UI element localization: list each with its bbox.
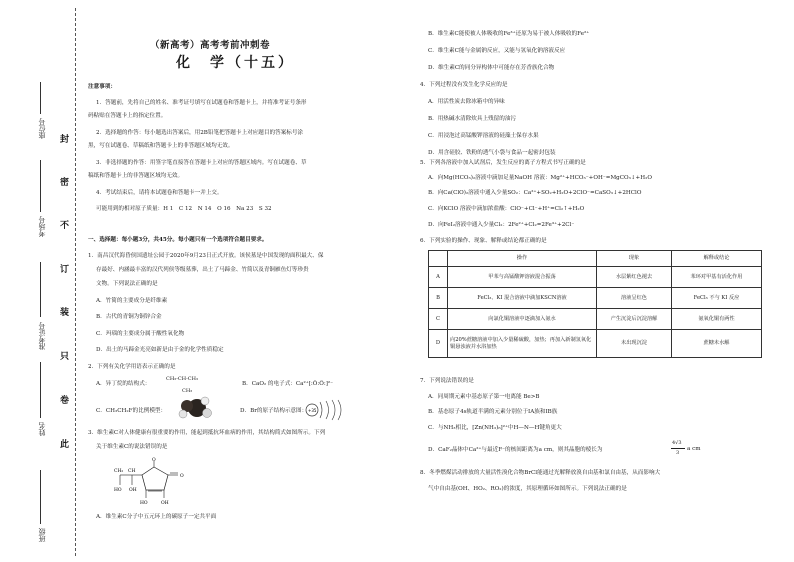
seal-char: 不	[60, 221, 70, 231]
q1-option-c: C．玛瑙的主要成分属于酸性氧化物	[96, 331, 185, 337]
table-row	[429, 309, 762, 330]
q6-header-cell: 操作	[448, 251, 597, 267]
section-heading: 一、选择题：每小题3分，共45分。每小题只有一个选项符合题目要求。	[88, 237, 268, 243]
vitamin-c-oh-label: OH	[161, 501, 169, 505]
admission-number-line	[40, 262, 41, 317]
vitamin-c-o-label: O	[180, 474, 184, 479]
q6-cell: 向20%蔗糖溶液中加入少量稀硫酸，加热；再加入新制氢氧化铜悬浊液并水浴加热	[448, 330, 597, 358]
exam-subject-title: 化 学（十五）	[176, 55, 295, 71]
q6-cell: A	[429, 267, 448, 288]
q2-option-a: A．异丁烷的结构式：	[96, 381, 151, 387]
q7-stem: 7．下列说法错误的是	[420, 378, 474, 384]
binding-dashed-line	[75, 8, 76, 556]
class-label: 班级	[39, 528, 46, 542]
notice-heading: 注意事项：	[88, 84, 116, 90]
q6-table-header-row	[429, 251, 762, 267]
q1-stem: 存最好、内涵最丰富的汉代列侯等级墓葬，出土了马蹄金、竹简以及青铜雁鱼灯等珍贵	[96, 267, 309, 273]
name-label: 姓名	[39, 422, 46, 436]
q5-option-c: C．向KClO 溶液中滴加浓盐酸：ClO⁻+Cl⁻+H⁺=Cl₂↑+H₂O	[428, 206, 585, 212]
q7-fraction-bar	[671, 448, 685, 449]
q6-cell: 苯环对甲基有活化作用	[672, 267, 762, 288]
q2-option-c: C．CH₃CH₂F的比例模型：	[96, 408, 167, 414]
notice-line: 4．考试结束后，请将本试题卷和答题卡一并上交。	[96, 190, 223, 196]
q4-option-c: C．用浸泡过高锰酸钾溶液的硅藻土保存水果	[428, 133, 539, 139]
q7-fraction-unit: a cm	[687, 446, 701, 452]
q5-option-d: D．向FeI₂溶液中通入少量Cl₂：2Fe²⁺+Cl₂=2Fe³⁺+2Cl⁻	[428, 222, 575, 228]
q5-option-b: B．向Ca(ClO)₂溶液中通入少量SO₂：Ca²⁺+SO₂+H₂O+2ClO⁻=CaSO₃↓+2HClO	[428, 190, 642, 196]
seal-char: 密	[60, 178, 70, 188]
q6-table	[428, 250, 762, 358]
q6-header-cell: 现象	[597, 251, 672, 267]
exam-series-title: （新高考）高考考前冲刺卷	[150, 40, 271, 51]
ethyl-fluoride-model-icon	[175, 395, 213, 421]
seal-char: 只	[60, 352, 70, 362]
q1-option-b: B．古代的青铜为铜锌合金	[96, 314, 162, 320]
q1-option-d: D．出土的马蹄金光亮如新是由于金的化学性质稳定	[96, 347, 224, 353]
q3-option-c: C．维生素C能与金属钠反应，又能与氢氧化钠溶液反应	[428, 48, 566, 54]
notice-line: 1．答题前，先将自己的姓名、准考证号填写在试题卷和答题卡上，并将准考证号条形	[96, 100, 307, 106]
q3-stem: 关于维生素C的说法错误的是	[96, 444, 168, 450]
atomic-mass-line: 可能用到的相对原子质量：H 1 C 12 N 14 O 16 Na 23 S 32	[96, 206, 272, 212]
q1-stem: 文物。下列说法正确的是	[96, 281, 158, 287]
q4-option-d: D．用含硅胶、铁粉的透气小袋与食品一起密封包装	[428, 150, 556, 156]
vitamin-c-ho-label: HO	[114, 488, 122, 493]
q5-stem: 5．下列各溶液中加入试剂后，发生反应的离子方程式书写正确的是	[420, 160, 586, 166]
notice-line: 3．非选择题的作答：用签字笔直接答在答题卡上对应的答题区域内。写在试题卷、草	[96, 160, 307, 166]
q6-cell: D	[429, 330, 448, 358]
vitamin-c-ho-label: HO	[140, 501, 148, 505]
q2-option-b: B．CaO₂ 的电子式：Ca²⁺[:Ö:Ö:]²⁻	[242, 381, 334, 387]
seal-char: 订	[60, 265, 70, 275]
q6-cell: FeCl₃ 不与 KI 反应	[672, 288, 762, 309]
q7-fraction-numerator: 4√3	[672, 440, 682, 446]
vitamin-c-ch-label: CH	[128, 469, 136, 474]
q2-stem: 2．下列有关化学用语表示正确的是	[88, 364, 176, 370]
q7-fraction-denominator: 3	[676, 450, 680, 456]
vitamin-c-structure-icon	[92, 455, 202, 505]
q3-option-b: B．维生素C能使被人体吸收的Fe³⁺还原为易于被人体吸收的Fe²⁺	[428, 31, 590, 37]
class-line	[40, 470, 41, 524]
q1-stem: 1．南昌汉代海昏侯国遗址公园于2020年9月23日正式开放。该侯墓是中国发现的面积最大、保	[88, 253, 324, 259]
table-row	[429, 330, 762, 358]
seal-char: 卷	[60, 396, 70, 406]
q7-option-d: D．CaF₂晶体中Ca²⁺与最近F⁻的核间距离为a cm，则其晶胞的棱长为	[428, 447, 603, 453]
vitamin-c-ch2-label: CH₂	[114, 469, 124, 474]
seal-char: 封	[60, 135, 70, 145]
seat-number-line	[40, 82, 41, 114]
q8-stem: 气中自由基(OH、HO₂、RO₂)的浓度，其原理循环如图所示。下列说法正确的是	[428, 486, 627, 492]
q6-cell: FeCl₃、KI 混合溶液中滴加KSCN溶液	[448, 288, 597, 309]
binding-margin	[0, 0, 72, 562]
vitamin-c-o-label: O	[152, 458, 156, 463]
q6-cell: B	[429, 288, 448, 309]
bromine-atom-diagram-icon	[304, 399, 346, 421]
exam-room-label: 考场号	[39, 216, 46, 237]
q4-option-a: A．用活性炭去除冰箱中的异味	[428, 99, 505, 105]
q7-option-b: B．基态原子4s轨道半满的元素分别位于IA族和IB族	[428, 409, 558, 415]
q6-cell: 未出现沉淀	[597, 330, 672, 358]
q6-stem: 6．下列实验的操作、现象、解释或结论都正确的是	[420, 238, 547, 244]
notice-line: 码粘贴在答题卡上的指定位置。	[88, 113, 167, 119]
q4-stem: 4．下列过程没有发生化学反应的是	[420, 82, 508, 88]
exam-room-line	[40, 160, 41, 212]
notice-line: 2．选择题的作答：每小题选出答案后，用2B铅笔把答题卡上对应题目的答案标号涂	[96, 130, 304, 136]
q6-cell: 氨氧化铜有两性	[672, 309, 762, 330]
q3-option-d: D．维生素C的同分异构体中可能存在芳香族化合物	[428, 65, 555, 71]
q7-option-a: A．同周期元素中基态原子第一电离能 Be>B	[428, 394, 540, 400]
q6-cell: 向氯化铜溶液中逐滴加入氨水	[448, 309, 597, 330]
seal-char: 此	[60, 440, 70, 450]
table-row	[429, 288, 762, 309]
q6-header-cell	[429, 251, 448, 267]
admission-number-label: 准考证号	[39, 322, 46, 350]
q4-option-b: B．用热碱水清除炊具上残留的油污	[428, 116, 517, 122]
q6-cell: 水层紫红色褪去	[597, 267, 672, 288]
bromine-nucleus-label: +35	[308, 408, 317, 413]
q3-option-a: A．维生素C分子中五元环上的碳原子一定共平面	[96, 514, 217, 520]
seal-char: 装	[60, 308, 70, 318]
q6-cell: 产生沉淀后沉淀溶解	[597, 309, 672, 330]
q6-cell: C	[429, 309, 448, 330]
q2-option-d: D．Br的原子结构示意图：	[240, 408, 308, 414]
q6-header-cell: 解释或结论	[672, 251, 762, 267]
notice-line: 黑，写在试题卷、草稿纸和答题卡上的非答题区域均无效。	[88, 143, 234, 149]
q6-cell: 蔗糖未水解	[672, 330, 762, 358]
q2-a-formula: CH₃-CH-CH₃	[166, 376, 198, 382]
q2-a-formula-branch: CH₃	[182, 388, 193, 394]
notice-line: 稿纸和答题卡上的非答题区域均无效。	[88, 173, 184, 179]
q7-option-c: C．与NH₃相比，[Zn(NH₃)₆]²⁺中H—N—H键角更大	[428, 425, 562, 431]
q3-stem: 3．维生素C对人体健康有很重要的作用，能起到抵抗坏血病的作用，其结构简式如图所示。下列	[88, 430, 326, 436]
table-row	[429, 267, 762, 288]
q6-cell: 甲苯与高锰酸钾溶液混合振荡	[448, 267, 597, 288]
vitamin-c-oh-label: OH	[129, 488, 137, 493]
q5-option-a: A．向Mg(HCO₃)₂溶液中滴加足量NaOH 溶液：Mg²⁺+HCO₃⁻+OH⁻=MgCO₃↓+H₂O	[428, 175, 652, 181]
q1-option-a: A．竹简的主要成分是纤维素	[96, 298, 168, 304]
seat-number-label: 座位号	[39, 118, 46, 139]
q6-cell: 溶液呈红色	[597, 288, 672, 309]
q8-stem: 8．冬季燃煤活动排放的大量活性溴化合物BrCl能通过光解释放溴自由基和氯自由基，从而影响大	[420, 470, 661, 476]
name-line	[40, 362, 41, 418]
